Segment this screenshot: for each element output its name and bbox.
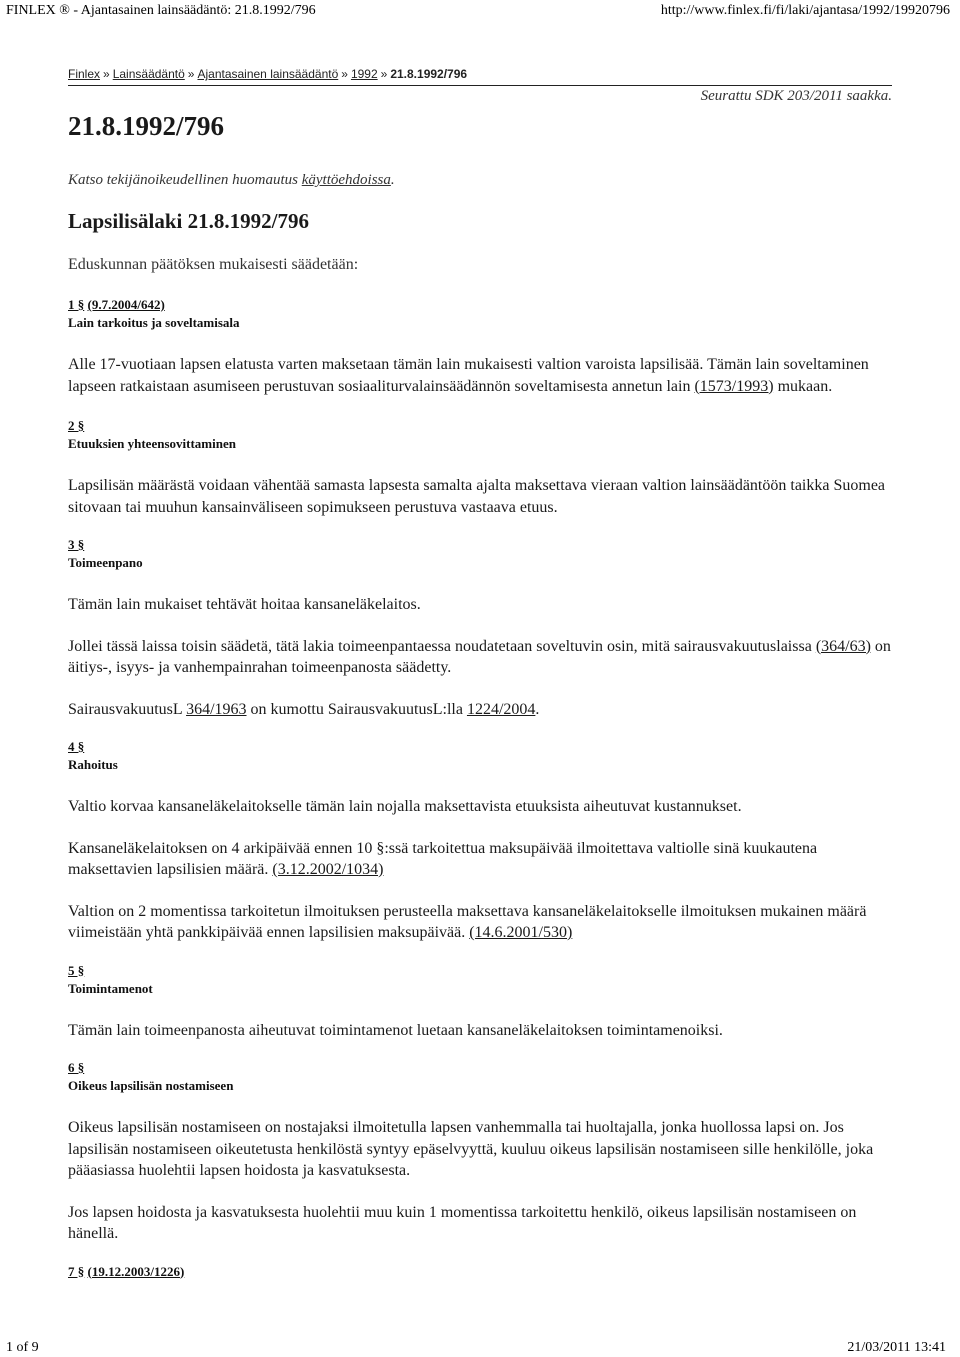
law-reference-link[interactable]: (1573/1993) [694, 377, 774, 395]
breadcrumb-link-year[interactable]: 1992 [350, 67, 378, 81]
breadcrumb-separator: » [103, 67, 110, 81]
paragraph-text: SairausvakuutusL [68, 700, 187, 718]
breadcrumb-link-ajantasainen[interactable]: Ajantasainen lainsäädäntö [197, 67, 339, 81]
paragraph-text: Alle 17-vuotiaan lapsen elatusta varten maksetaan tämän lain mukaisesti valtion varoista lapsilisää. Tämän lain soveltaminen lapseen ratkaistaan asumiseen perustuvan sosiaaliturvalainsäädännön soveltamisesta annetun lain [68, 356, 869, 395]
section-3-paragraph-2 [68, 636, 892, 679]
section-5 [68, 962, 892, 1042]
copyright-note-end: . [390, 172, 395, 188]
section-1-heading [68, 296, 892, 314]
section-3 [68, 536, 892, 720]
law-reference-link[interactable]: 364/1963 [186, 700, 247, 718]
print-footer-page: 1 of 9 [6, 1340, 39, 1355]
law-reference-link[interactable]: 1224/2004 [466, 700, 536, 718]
section-3-paragraph-3 [68, 699, 892, 721]
section-3-title: Toimeenpano [68, 555, 143, 570]
document-content [68, 66, 892, 1281]
section-7-heading [68, 1263, 892, 1281]
section-1 [68, 296, 892, 397]
section-6-title: Oikeus lapsilisän nostamiseen [68, 1078, 234, 1093]
section-1-number-link[interactable]: 1 § [68, 297, 85, 312]
breadcrumb-separator: » [341, 67, 348, 81]
section-4-paragraph-1: Valtio korvaa kansaneläkelaitokselle tämän lain nojalla maksettavista etuuksista aiheutuvat kustannukset. [68, 798, 742, 815]
amendment-link[interactable]: (3.12.2002/1034) [272, 861, 384, 878]
section-7-number-link[interactable]: 7 § [68, 1263, 85, 1279]
print-footer-timestamp: 21/03/2011 13:41 [847, 1340, 946, 1355]
followed-until-note: Seurattu SDK 203/2011 saakka. [700, 88, 892, 104]
section-6 [68, 1059, 892, 1245]
paragraph-text: Valtion on 2 momentissa tarkoitetun ilmoituksen perusteella maksettava kansaneläkelaitokselle ilmoituksen mukainen määrä viimeistään yhtä pankkipäivää ennen lapsilisien maksupäivää. [68, 902, 867, 941]
section-1-title: Lain tarkoitus ja soveltamisala [68, 315, 240, 330]
section-6-heading [68, 1059, 892, 1077]
breadcrumb-link-finlex[interactable]: Finlex [68, 67, 101, 81]
page-title: 21.8.1992/796 [68, 111, 225, 141]
section-7 [68, 1263, 892, 1281]
section-2-paragraph-1: Lapsilisän määrästä voidaan vähentää samasta lapsesta samalta ajalta maksettava vieraan valtion lainsäädäntöön taikka Suomea sitovaan tai muuhun kansainväliseen sopimukseen perustuva vastaava etuus. [68, 477, 886, 516]
section-4-paragraph-2 [68, 838, 892, 881]
section-5-paragraph-1: Tämän lain toimeenpanosta aiheutuvat toimintamenot luetaan kansaneläkelaitoksen toimintamenoiksi. [68, 1021, 723, 1039]
paragraph-text: Jollei tässä laissa toisin säädetä, tätä lakia toimeenpantaessa noudatetaan soveltuvin osin, mitä sairausvakuutuslaissa [68, 637, 816, 655]
paragraph-text: on äitiys-, isyys- ja vanhempainrahan toimeenpanosta säädetty. [68, 637, 891, 676]
amendment-link[interactable]: (14.6.2001/530) [469, 924, 573, 941]
section-4-title: Rahoitus [68, 757, 118, 772]
section-6-paragraph-2: Jos lapsen hoidosta ja kasvatuksesta huolehtii muu kuin 1 momentissa tarkoitettu henkilö, oikeus lapsilisän nostamiseen on hänellä. [68, 1203, 857, 1242]
section-2-heading [68, 417, 892, 435]
section-5-title: Toimintamenot [68, 980, 153, 996]
copyright-note [68, 172, 892, 189]
section-4-heading [68, 738, 892, 756]
copyright-note-text: Katso tekijänoikeudellinen huomautus [68, 172, 298, 188]
section-6-number-link[interactable]: 6 § [68, 1060, 85, 1075]
section-3-heading [68, 536, 892, 554]
paragraph-text: . [535, 700, 540, 718]
breadcrumb-divider [68, 85, 892, 86]
terms-of-use-link[interactable]: käyttöehdoissa [301, 172, 391, 188]
section-7-amendment-link[interactable]: (19.12.2003/1226) [87, 1263, 185, 1279]
section-4 [68, 738, 892, 944]
section-3-number-link[interactable]: 3 § [68, 537, 85, 552]
breadcrumb-separator: » [187, 67, 195, 81]
breadcrumb-separator: » [380, 67, 388, 81]
law-title: Lapsilisälaki 21.8.1992/796 [68, 209, 309, 233]
section-4-number-link[interactable]: 4 § [68, 739, 85, 754]
section-4-paragraph-3 [68, 901, 892, 944]
section-2 [68, 417, 892, 518]
breadcrumb-current: 21.8.1992/796 [390, 67, 468, 81]
breadcrumb-link-lainsaadanto[interactable]: Lainsäädäntö [112, 67, 185, 81]
section-3-paragraph-1: Tämän lain mukaiset tehtävät hoitaa kansaneläkelaitos. [68, 596, 421, 613]
section-2-title: Etuuksien yhteensovittaminen [68, 436, 236, 451]
paragraph-text: Kansaneläkelaitoksen on 4 arkipäivää ennen 10 §:ssä tarkoitettua maksupäivää ilmoitettava valtiolle sinä kuukautena maksettavien lapsilisien määrä. [68, 839, 818, 878]
section-2-number-link[interactable]: 2 § [68, 418, 85, 433]
paragraph-text: on kumottu SairausvakuutusL:lla [246, 700, 467, 718]
paragraph-text: mukaan. [773, 377, 833, 395]
section-6-paragraph-1: Oikeus lapsilisän nostamiseen on nostajaksi ilmoitetulla lapsen vanhemmalla tai huoltajalla, jonka huollossa lapsi on. Jos lapsilisän nostamiseen oikeutetusta henkilöstä syntyy epäselvyyttä, kuuluu oikeus lapsilisän nostamiseen sille henkilölle, joka pääasiassa huolehtii lapsen hoidosta ja kasvatuksesta. [68, 1119, 874, 1179]
section-5-heading [68, 962, 892, 980]
section-1-amendment-link[interactable]: (9.7.2004/642) [87, 297, 165, 312]
preamble: Eduskunnan päätöksen mukaisesti säädetään: [68, 256, 359, 273]
section-1-paragraph-1 [68, 354, 892, 397]
breadcrumb [68, 66, 892, 82]
print-header-title: FINLEX ® - Ajantasainen lainsäädäntö: 21.8.1992/796 [6, 3, 316, 18]
law-reference-link[interactable]: (364/63) [815, 637, 871, 655]
print-header-url: http://www.finlex.fi/fi/laki/ajantasa/1992/19920796 [660, 3, 950, 18]
section-5-number-link[interactable]: 5 § [68, 962, 85, 978]
